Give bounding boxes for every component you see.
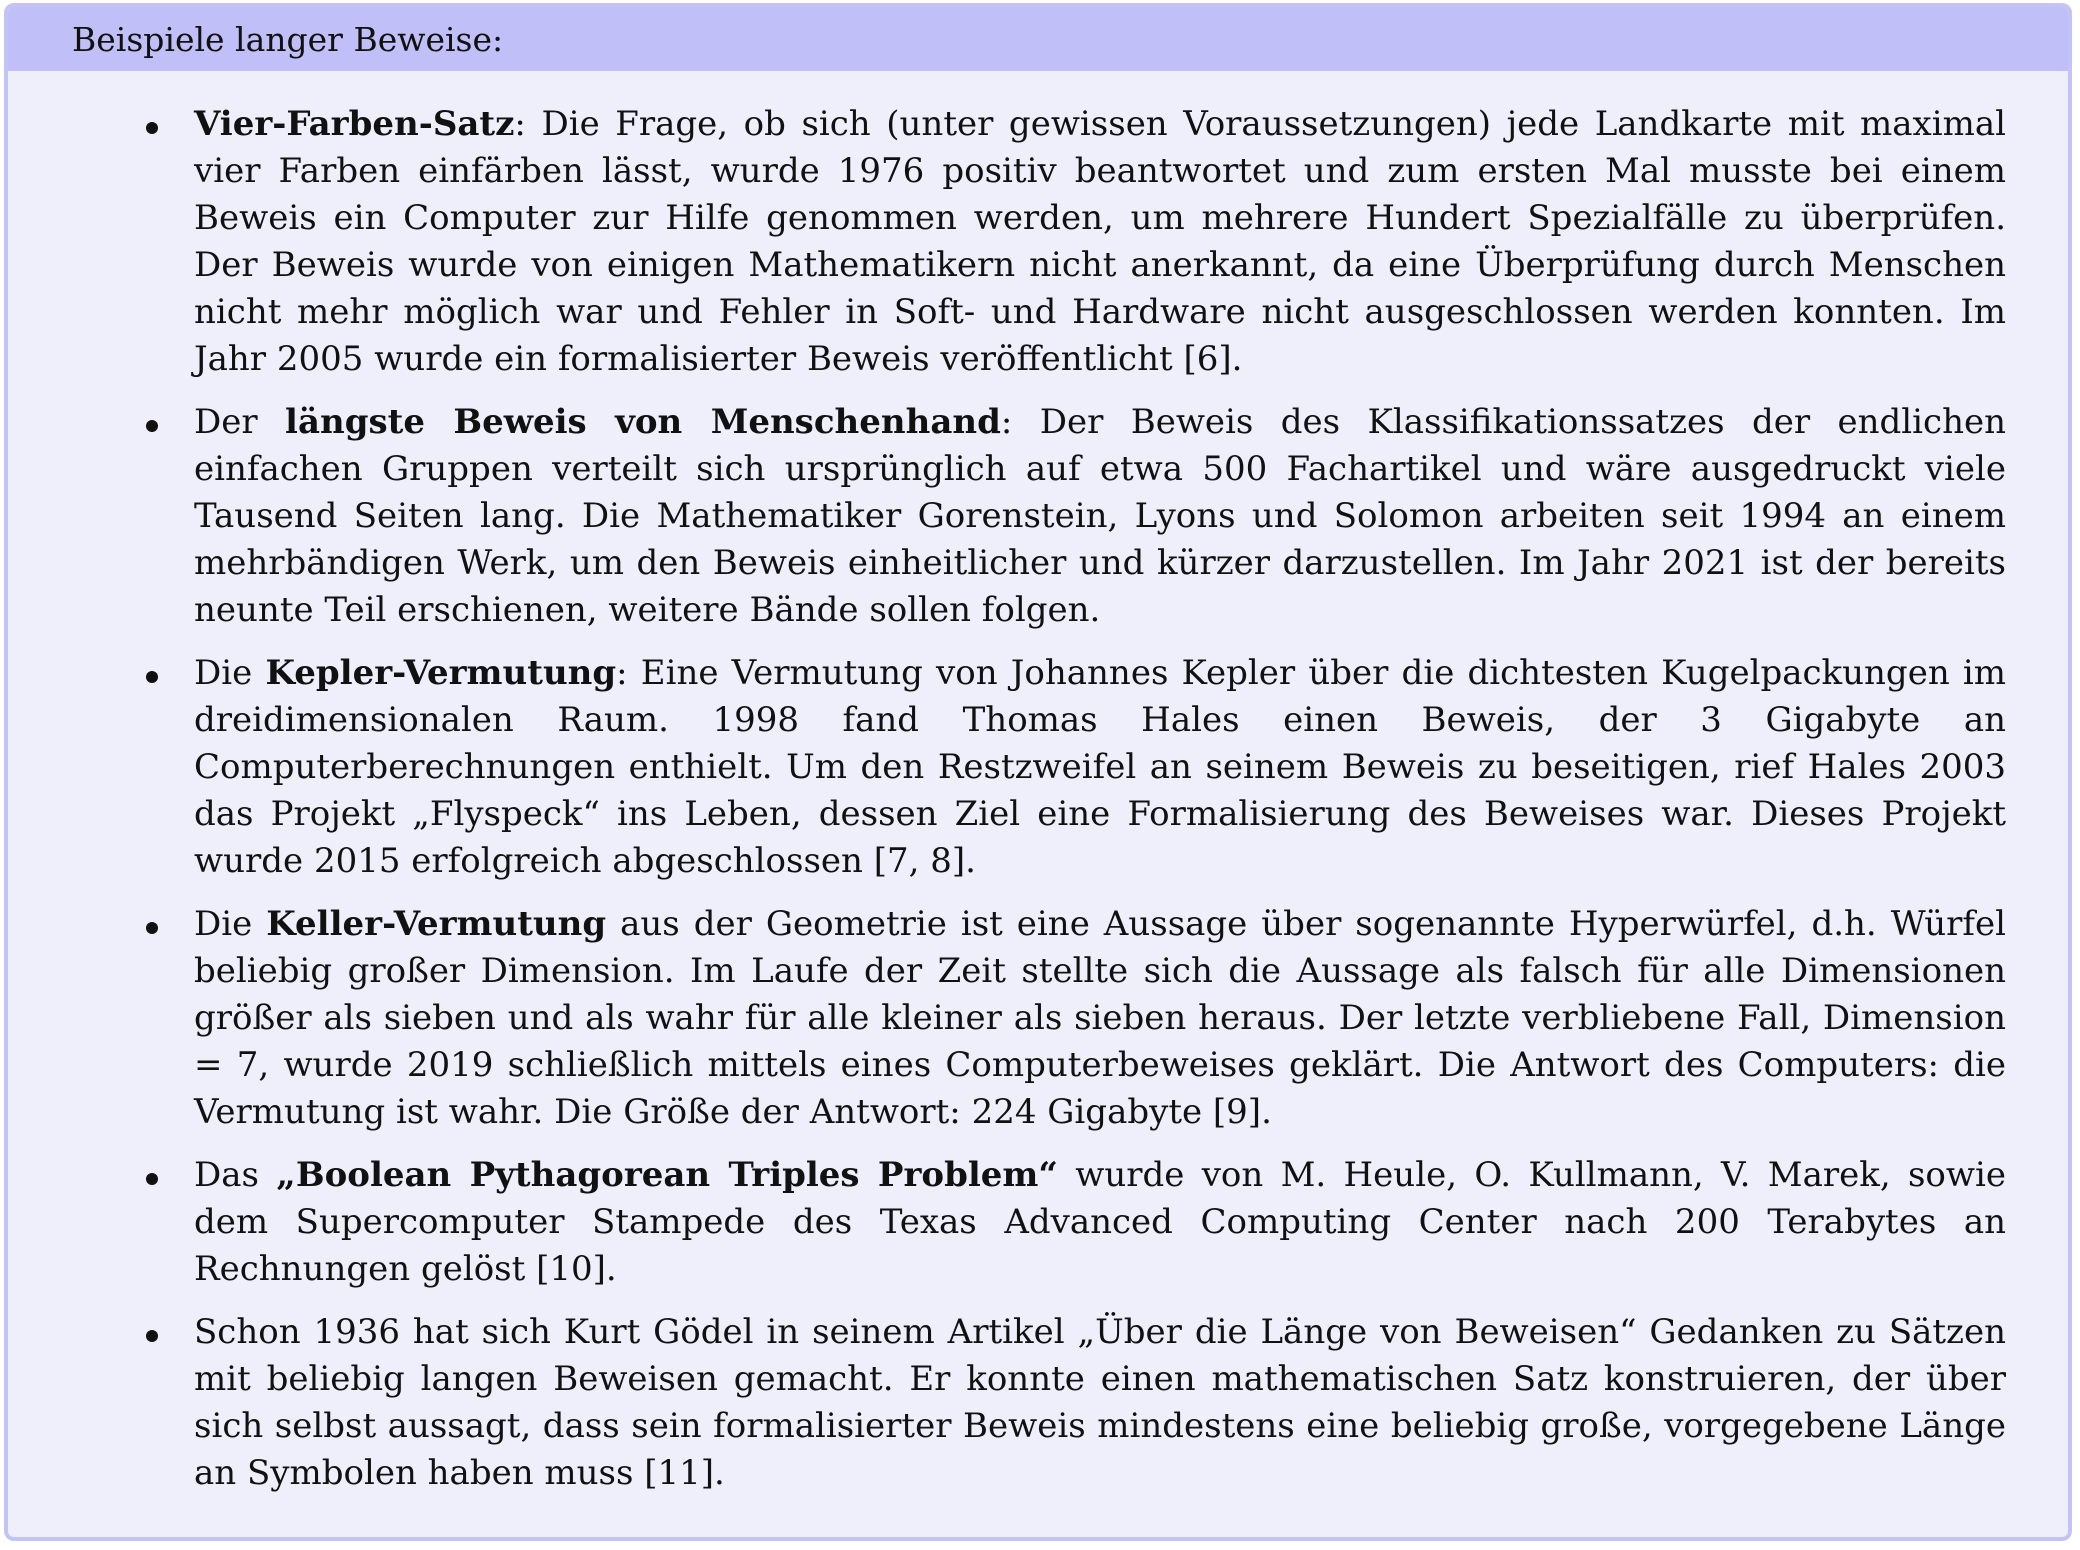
bullet-icon <box>146 671 158 683</box>
item-term: „Boolean Pythagorean Triples Problem“ <box>276 1155 1058 1195</box>
list-item-keller-conjecture <box>140 901 2006 1136</box>
item-text-before: Schon 1936 hat sich Kurt Gödel in seinem Artikel „Über die Länge von Beweisen“ Gedanken zu Sätzen mit beliebig langen Beweisen gemacht. Er konnte einen mathematischen Satz konstruieren, der über sich selbst aussagt, dass sein formalisierter Beweis mindestens eine beliebig große, vorgegebene Länge an Symbolen haben muss [11]. <box>194 1312 2006 1493</box>
item-text-before: Die <box>194 904 267 944</box>
item-text: : Der Beweis des Klassifikationssatzes der endlichen einfachen Gruppen verteilt sich ursprünglich auf etwa 500 Fachartikel und wäre ausgedruckt viele Tausend Seiten lang. Die Mathematiker Gorenstein, Lyons und Solomon arbeiten seit 1994 an einem mehrbändigen Werk, um den Beweis einheitlicher und kürzer darzustellen. Im Jahr 2021 ist der bereits neunte Teil erschienen, weitere Bände sollen folgen. <box>194 402 2006 630</box>
item-text: aus der Geometrie ist eine Aussage über sogenannte Hyperwürfel, d.h. Würfel beliebig großer Dimension. Im Laufe der Zeit stellte sich die Aussage als falsch für alle Dimensionen größer als sieben und als wahr für alle kleiner als sieben heraus. Der letzte verbliebene Fall, Dimension = 7, wurde 2019 schließlich mittels eines Computerbeweises geklärt. Die Antwort des Computers: die Vermutung ist wahr. Die Größe der Antwort: 224 Gigabyte [9]. <box>194 904 2007 1132</box>
bullet-icon <box>146 922 158 934</box>
bullet-icon <box>146 1330 158 1342</box>
bullet-icon <box>146 420 158 432</box>
bullet-icon <box>146 1173 158 1185</box>
examples-list <box>140 101 2006 1497</box>
example-box <box>4 3 2072 1541</box>
list-item-boolean-pythagorean-triples <box>140 1152 2006 1293</box>
list-item-kepler-conjecture <box>140 650 2006 885</box>
item-text-before: Der <box>194 402 286 442</box>
item-text-before: Die <box>194 653 266 693</box>
list-item-four-color-theorem <box>140 101 2006 383</box>
item-text: : Die Frage, ob sich (unter gewissen Voraussetzungen) jede Landkarte mit maximal vier Farben einfärben lässt, wurde 1976 positiv beantwortet und zum ersten Mal musste bei einem Beweis ein Computer zur Hilfe genommen werden, um mehrere Hundert Spezialfälle zu überprüfen. Der Beweis wurde von einigen Mathematikern nicht anerkannt, da eine Überprüfung durch Menschen nicht mehr möglich war und Fehler in Soft- und Hardware nicht ausgeschlossen werden konnten. Im Jahr 2005 wurde ein formalisierter Beweis veröffentlicht [6]. <box>194 104 2006 379</box>
item-text: wurde von M. Heule, O. Kullmann, V. Marek, sowie dem Supercomputer Stampede des Texas Advanced Computing Center nach 200 Terabytes an Rechnungen gelöst [10]. <box>194 1155 2006 1289</box>
bullet-icon <box>146 122 158 134</box>
box-body <box>8 71 2068 1497</box>
item-term: längste Beweis von Menschenhand <box>285 402 1001 442</box>
item-text: : Eine Vermutung von Johannes Kepler über die dichtesten Kugelpackungen im dreidimensionalen Raum. 1998 fand Thomas Hales einen Beweis, der 3 Gigabyte an Computerberechnungen enthielt. Um den Restzweifel an seinem Beweis zu beseitigen, rief Hales 2003 das Projekt „Flyspeck“ ins Leben, dessen Ziel eine Formalisierung des Beweises war. Dieses Projekt wurde 2015 erfolgreich abgeschlossen [7, 8]. <box>194 653 2007 881</box>
list-item-goedel <box>140 1309 2006 1497</box>
item-term: Kepler-Vermutung <box>265 653 617 693</box>
item-term: Keller-Vermutung <box>266 904 607 944</box>
item-text-before: Das <box>194 1155 277 1195</box>
item-term: Vier-Farben-Satz <box>194 104 515 144</box>
box-title: Beispiele langer Beweise: <box>8 7 2068 71</box>
list-item-longest-proof <box>140 399 2006 634</box>
